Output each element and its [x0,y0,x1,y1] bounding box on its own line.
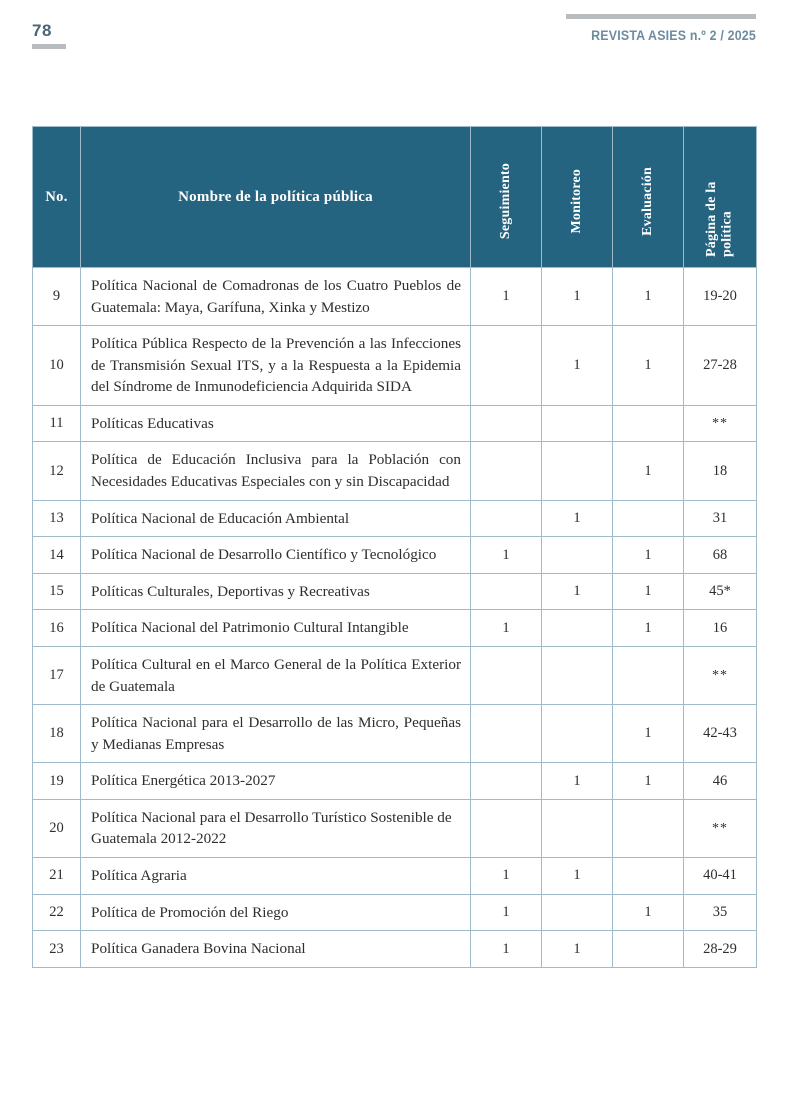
table-row [33,799,757,857]
policy-name-cell: Políticas Educativas [81,405,471,442]
evaluacion-cell [613,500,684,537]
column-header-evaluacion-label: Evaluación [640,166,656,236]
pagina-cell [684,646,757,704]
table-row [33,405,757,442]
seguimiento-cell [471,326,542,406]
evaluacion-cell [613,931,684,968]
table-row [33,537,757,574]
row-number-cell: 17 [33,646,81,704]
monitoreo-cell: 1 [542,326,613,406]
table-row [33,573,757,610]
evaluacion-cell: 1 [613,537,684,574]
policy-name-cell: Política Pública Respecto de la Prevención a las Infecciones de Transmisión Sexual ITS, y a la Respuesta a la Epidemia del Síndrome de Inmunodeficiencia Adquirida SIDA [81,326,471,406]
monitoreo-cell: 1 [542,573,613,610]
monitoreo-cell: 1 [542,268,613,326]
policy-name-cell: Política Nacional de Educación Ambiental [81,500,471,537]
monitoreo-cell: 1 [542,500,613,537]
seguimiento-cell [471,405,542,442]
table-row [33,894,757,931]
policy-name-cell: Políticas Culturales, Deportivas y Recreativas [81,573,471,610]
evaluacion-cell: 1 [613,610,684,647]
policy-name-cell: Política Energética 2013-2027 [81,763,471,800]
seguimiento-cell: 1 [471,537,542,574]
evaluacion-cell: 1 [613,573,684,610]
row-number-cell: 22 [33,894,81,931]
page-running-head [0,0,800,80]
evaluacion-cell: 1 [613,442,684,500]
column-header-name: Nombre de la política pública [81,127,471,268]
seguimiento-cell [471,442,542,500]
evaluacion-cell: 1 [613,705,684,763]
row-number-cell: 19 [33,763,81,800]
table-row [33,610,757,647]
seguimiento-cell [471,799,542,857]
evaluacion-cell: 1 [613,326,684,406]
table-row [33,763,757,800]
seguimiento-cell [471,500,542,537]
row-number-cell: 18 [33,705,81,763]
table-row [33,646,757,704]
row-number-cell: 15 [33,573,81,610]
monitoreo-cell [542,537,613,574]
seguimiento-cell: 1 [471,610,542,647]
evaluacion-cell: 1 [613,268,684,326]
policy-name-cell: Política Nacional para el Desarrollo Turístico Sostenible de Guatemala 2012-2022 [81,799,471,857]
monitoreo-cell: 1 [542,857,613,894]
seguimiento-cell [471,646,542,704]
masthead-block [566,14,756,43]
row-number-cell: 10 [33,326,81,406]
monitoreo-cell: 1 [542,763,613,800]
column-header-monitoreo-label: Monitoreo [569,168,585,234]
evaluacion-cell [613,799,684,857]
seguimiento-cell [471,705,542,763]
monitoreo-cell [542,705,613,763]
column-header-evaluacion [613,127,684,268]
column-header-no: No. [33,127,81,268]
pagina-cell: 35 [684,894,757,931]
policy-name-cell: Política Agraria [81,857,471,894]
row-number-cell: 23 [33,931,81,968]
monitoreo-cell [542,799,613,857]
table-row [33,268,757,326]
evaluacion-cell [613,857,684,894]
monitoreo-cell: 1 [542,931,613,968]
asterisk-marker: ** [712,820,728,836]
table-row [33,442,757,500]
table-row [33,857,757,894]
pagina-cell: 27-28 [684,326,757,406]
policy-table-container [32,126,756,968]
evaluacion-cell: 1 [613,894,684,931]
evaluacion-cell [613,646,684,704]
policy-name-cell: Política Nacional del Patrimonio Cultural Intangible [81,610,471,647]
pagina-cell: 46 [684,763,757,800]
row-number-cell: 9 [33,268,81,326]
pagina-cell: 16 [684,610,757,647]
policy-name-cell: Política Nacional de Comadronas de los Cuatro Pueblos de Guatemala: Maya, Garífuna, Xinka y Mestizo [81,268,471,326]
policy-name-cell: Política Nacional de Desarrollo Científico y Tecnológico [81,537,471,574]
pagina-cell: 68 [684,537,757,574]
table-row [33,931,757,968]
table-body [33,268,757,968]
policy-table [32,126,757,968]
table-row [33,500,757,537]
row-number-cell: 16 [33,610,81,647]
pagina-cell: 31 [684,500,757,537]
table-row [33,326,757,406]
policy-name-cell: Política de Promoción del Riego [81,894,471,931]
row-number-cell: 11 [33,405,81,442]
row-number-cell: 13 [33,500,81,537]
column-header-monitoreo [542,127,613,268]
seguimiento-cell: 1 [471,894,542,931]
pagina-cell: 45* [684,573,757,610]
pagina-cell: 40-41 [684,857,757,894]
policy-name-cell: Política Nacional para el Desarrollo de las Micro, Pequeñas y Medianas Empresas [81,705,471,763]
asterisk-marker: ** [712,416,728,432]
seguimiento-cell: 1 [471,931,542,968]
masthead-rule [566,14,756,19]
column-header-pagina-label: Página de la política [704,181,735,257]
pagina-cell: 42-43 [684,705,757,763]
table-header-row [33,127,757,268]
page-number: 78 [32,21,52,40]
pagina-cell: 18 [684,442,757,500]
table-header [33,127,757,268]
evaluacion-cell: 1 [613,763,684,800]
seguimiento-cell [471,763,542,800]
pagina-cell: 19-20 [684,268,757,326]
folio-rule [32,44,66,49]
seguimiento-cell: 1 [471,857,542,894]
row-number-cell: 20 [33,799,81,857]
masthead-title: REVISTA ASIES n.º 2 / 2025 [591,28,756,43]
monitoreo-cell [542,610,613,647]
policy-name-cell: Política Ganadera Bovina Nacional [81,931,471,968]
pagina-cell: 28-29 [684,931,757,968]
folio-block [32,22,152,49]
table-row [33,705,757,763]
policy-name-cell: Política Cultural en el Marco General de la Política Exterior de Guatemala [81,646,471,704]
asterisk-marker: ** [712,668,728,684]
row-number-cell: 12 [33,442,81,500]
row-number-cell: 21 [33,857,81,894]
policy-name-cell: Política de Educación Inclusiva para la Población con Necesidades Educativas Especiales con y sin Discapacidad [81,442,471,500]
column-header-seguimiento-label: Seguimiento [498,162,514,240]
seguimiento-cell [471,573,542,610]
monitoreo-cell [542,405,613,442]
evaluacion-cell [613,405,684,442]
monitoreo-cell [542,894,613,931]
monitoreo-cell [542,442,613,500]
seguimiento-cell: 1 [471,268,542,326]
pagina-cell [684,799,757,857]
monitoreo-cell [542,646,613,704]
row-number-cell: 14 [33,537,81,574]
column-header-seguimiento [471,127,542,268]
pagina-cell [684,405,757,442]
column-header-pagina [684,127,757,268]
